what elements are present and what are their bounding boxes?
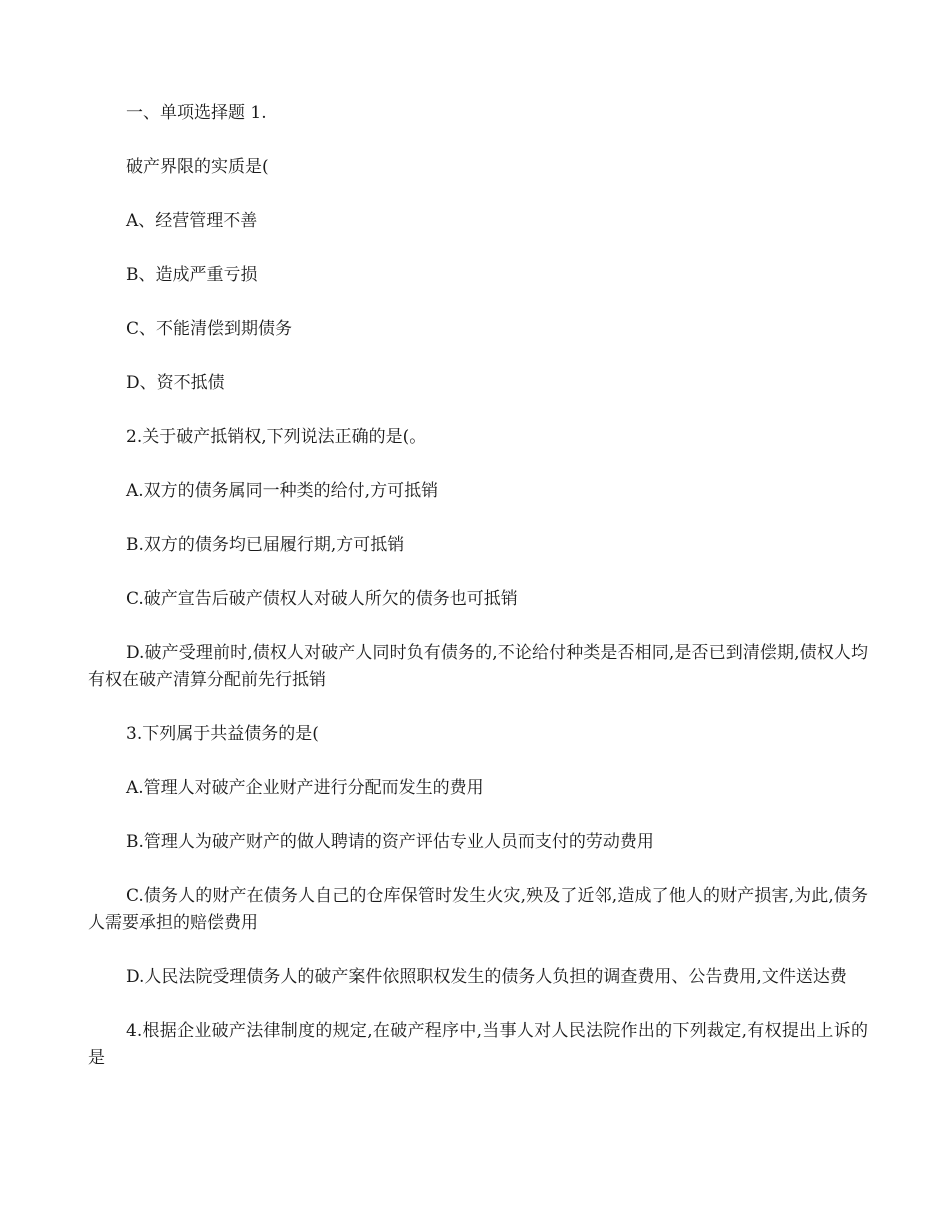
question-3-option-d: D.人民法院受理债务人的破产案件依照职权发生的债务人负担的调查费用、公告费用,文件送达费	[126, 967, 847, 987]
question-2-option-b: B.双方的债务均已届履行期,方可抵销	[126, 535, 405, 555]
question-1-stem: 破产界限的实质是(	[126, 157, 269, 177]
question-3-option-c: C.债务人的财产在债务人自己的仓库保管时发生火灾,殃及了近邻,造成了他人的财产损害,为此,债务人需要承担的赔偿费用	[88, 886, 868, 933]
question-3-option-b: B.管理人为破产财产的做人聘请的资产评估专业人员而支付的劳动费用	[126, 832, 654, 852]
question-4-stem: 4.根据企业破产法律制度的规定,在破产程序中,当事人对人民法院作出的下列裁定,有权提出上诉的是	[88, 1021, 868, 1068]
question-2-stem: 2.关于破产抵销权,下列说法正确的是(。	[126, 427, 427, 447]
section-heading: 一、单项选择题 1.	[126, 103, 267, 123]
question-2-option-d: D.破产受理前时,债权人对破产人同时负有债务的,不论给付种类是否相同,是否已到清偿期,债权人均有权在破产清算分配前先行抵销	[88, 643, 868, 690]
question-2-option-a: A.双方的债务属同一种类的给付,方可抵销	[126, 481, 439, 501]
document-body	[88, 100, 868, 1099]
question-3-option-a: A.管理人对破产企业财产进行分配而发生的费用	[126, 778, 484, 798]
question-1-option-d: D、资不抵债	[126, 373, 225, 393]
question-2-option-c: C.破产宣告后破产债权人对破人所欠的债务也可抵销	[126, 589, 518, 609]
question-3-stem: 3.下列属于共益债务的是(	[126, 724, 319, 744]
question-1-option-c: C、不能清偿到期债务	[126, 319, 293, 339]
question-1-option-a: A、经营管理不善	[126, 211, 258, 231]
question-1-option-b: B、造成严重亏损	[126, 265, 258, 285]
